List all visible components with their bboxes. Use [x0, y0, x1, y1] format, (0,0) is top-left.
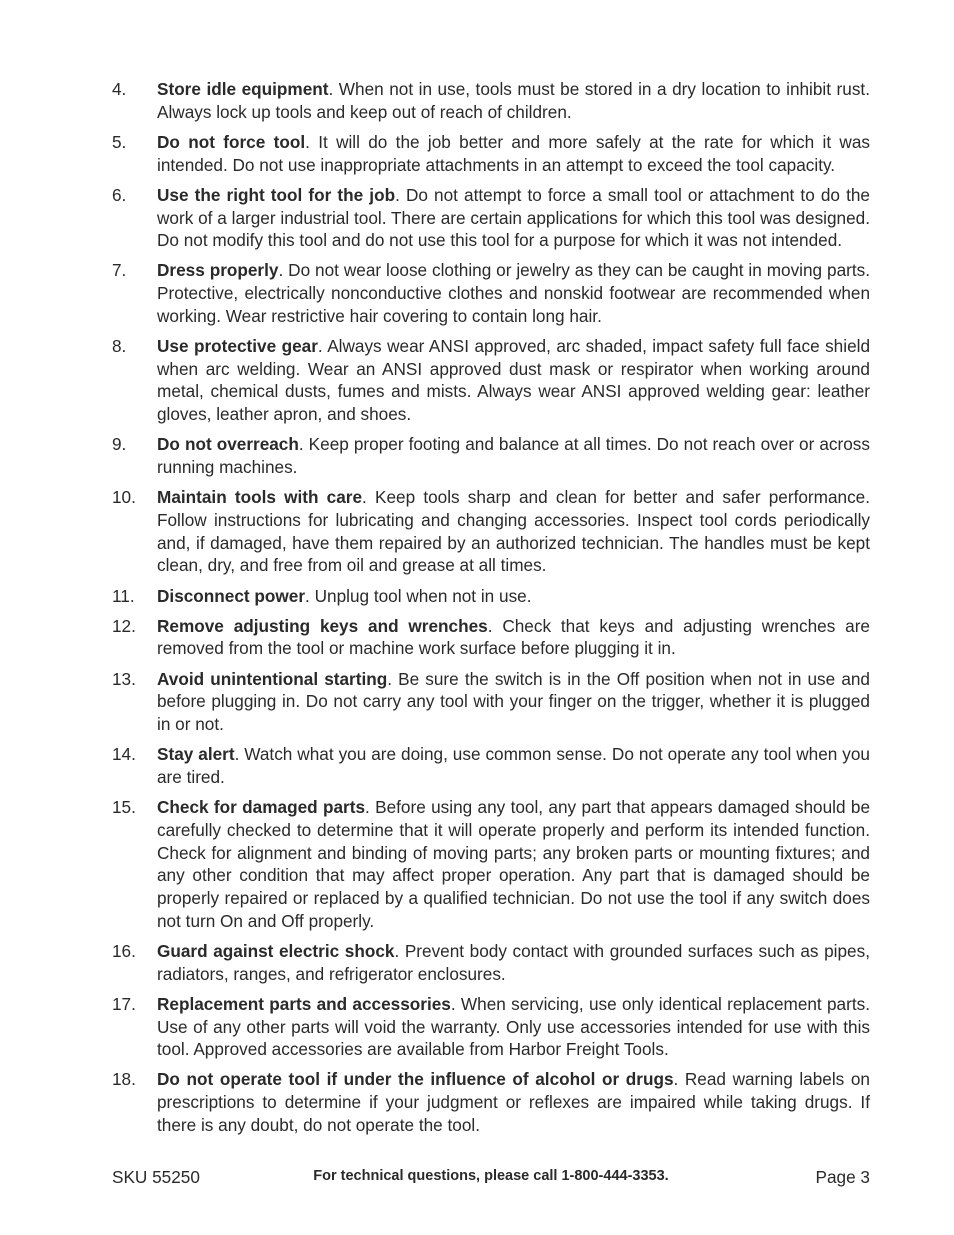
- item-text: . When servicing, use only identical replacement parts. Use of any other parts will void the warranty. Only use accessories intended for use with this tool. Approved accessories are available from Harbor Freight Tools.: [157, 993, 870, 1060]
- item-body: [157, 585, 870, 608]
- item-number: 4.: [112, 79, 127, 99]
- technical-support-note: For technical questions, please call 1-800-444-3353.: [313, 1168, 669, 1184]
- item-text: . Be sure the switch is in the Off position when not in use and before plugging in. Do not carry any tool with your finger on the trigger, whether it is plugged in or not.: [157, 668, 870, 735]
- item-body: [157, 993, 870, 1061]
- item-body: [157, 743, 870, 788]
- item-body: [157, 335, 870, 426]
- item-body: [157, 486, 870, 577]
- item-number: 17.: [112, 993, 136, 1014]
- list-item: [112, 940, 870, 985]
- item-number: 16.: [112, 940, 136, 961]
- list-item: [112, 486, 870, 577]
- item-body: [157, 1068, 870, 1136]
- list-item: [112, 131, 870, 176]
- item-body: [157, 78, 870, 123]
- item-number: 9.: [112, 434, 127, 455]
- item-title: Use the right tool for the job: [157, 184, 396, 205]
- item-body: [157, 184, 870, 252]
- item-number: 18.: [112, 1069, 136, 1090]
- item-text: . Do not wear loose clothing or jewelry as they can be caught in moving parts. Protective, electrically nonconductive clothes and nonskid footwear are recommended when working. Wear restrictive hair covering to contain long hair.: [157, 260, 870, 326]
- list-item: [112, 668, 870, 736]
- item-text: . Keep proper footing and balance at all times. Do not reach over or across running machines.: [157, 434, 870, 478]
- item-title: Do not operate tool if under the influence of alcohol or drugs: [157, 1069, 674, 1090]
- list-item: [112, 615, 870, 660]
- item-number: 14.: [112, 744, 136, 765]
- item-body: [157, 615, 870, 660]
- sku-label: SKU 55250: [112, 1167, 200, 1187]
- item-body: [157, 433, 870, 478]
- item-title: Do not overreach: [157, 434, 299, 455]
- item-number: 11.: [112, 585, 135, 606]
- item-text: . Check that keys and adjusting wrenches are removed from the tool or machine work surface before plugging it in.: [157, 615, 870, 659]
- item-title: Replacement parts and accessories: [157, 993, 451, 1014]
- item-title: Avoid unintentional starting: [157, 668, 388, 689]
- item-text: . Prevent body contact with grounded surfaces such as pipes, radiators, ranges, and refrigerator enclosures.: [157, 940, 870, 984]
- list-item: [112, 259, 870, 327]
- list-item: [112, 993, 870, 1061]
- safety-rules-list: [112, 78, 870, 1144]
- item-text: . It will do the job better and more safely at the rate for which it was intended. Do not use inappropriate attachments in an attempt to exceed the tool capacity.: [157, 131, 870, 175]
- item-number: 8.: [112, 336, 127, 357]
- item-number: 10.: [112, 487, 136, 508]
- item-body: [157, 940, 870, 985]
- item-body: [157, 668, 870, 736]
- item-text: . Watch what you are doing, use common sense. Do not operate any tool when you are tired.: [157, 744, 870, 787]
- item-title: Do not force tool: [157, 131, 306, 152]
- item-text: . Keep tools sharp and clean for better and safer performance. Follow instructions for lubricating and changing accessories. Inspect tool cords periodically and, if damaged, have them repaired by an authorized technician. The handles must be kept clean, dry, and free from oil and grease at all times.: [157, 487, 870, 576]
- list-item: [112, 743, 870, 788]
- list-item: [112, 1068, 870, 1136]
- item-body: [157, 131, 870, 176]
- item-text: . Before using any tool, any part that appears damaged should be carefully checked to determine that it will operate properly and perform its intended function. Check for alignment and binding of moving parts; any broken parts or mounting fixtures; and any other condition that may affect proper operation. Any part that is damaged should be properly repaired or replaced by a qualified technician. Do not use the tool if any switch does not turn On and Off properly.: [157, 797, 871, 931]
- item-title: Guard against electric shock: [157, 940, 395, 961]
- item-text: . When not in use, tools must be stored in a dry location to inhibit rust. Always lock up tools and keep out of reach of children.: [157, 79, 870, 122]
- item-body: [157, 259, 870, 327]
- page-footer: [112, 1167, 870, 1191]
- list-item: [112, 78, 870, 123]
- item-title: Check for damaged parts: [157, 797, 366, 818]
- item-number: 7.: [112, 260, 127, 281]
- item-body: [157, 796, 870, 932]
- item-title: Remove adjusting keys and wrenches: [157, 615, 488, 636]
- list-item: [112, 335, 870, 426]
- item-number: 15.: [112, 797, 136, 818]
- item-number: 13.: [112, 668, 136, 689]
- item-title: Store idle equipment: [157, 79, 329, 99]
- item-title: Use protective gear: [157, 336, 318, 357]
- page-number: Page 3: [815, 1167, 870, 1187]
- list-item: [112, 796, 870, 932]
- list-item: [112, 184, 870, 252]
- item-title: Dress properly: [157, 260, 279, 281]
- item-text: . Unplug tool when not in use.: [305, 585, 532, 606]
- item-text: . Always wear ANSI approved, arc shaded, impact safety full face shield when arc welding. Wear an ANSI approved dust mask or respirator when working around metal, chemical dusts, fumes and mists. Always wear ANSI approved welding gear: leather gloves, leather apron, and shoes.: [157, 336, 870, 425]
- list-item: [112, 433, 870, 478]
- item-number: 6.: [112, 184, 127, 205]
- item-text: . Read warning labels on prescriptions to determine if your judgment or reflexes are impaired while taking drugs. If there is any doubt, do not operate the tool.: [157, 1069, 870, 1135]
- item-title: Maintain tools with care: [157, 487, 363, 508]
- item-number: 5.: [112, 131, 127, 152]
- list-item: [112, 585, 870, 608]
- item-number: 12.: [112, 615, 136, 636]
- item-title: Stay alert: [157, 744, 235, 765]
- item-text: . Do not attempt to force a small tool or attachment to do the work of a larger industrial tool. There are certain applications for which this tool was designed. Do not modify this tool and do not use this tool for a purpose for which it was not intended.: [157, 184, 870, 251]
- item-title: Disconnect power: [157, 585, 306, 606]
